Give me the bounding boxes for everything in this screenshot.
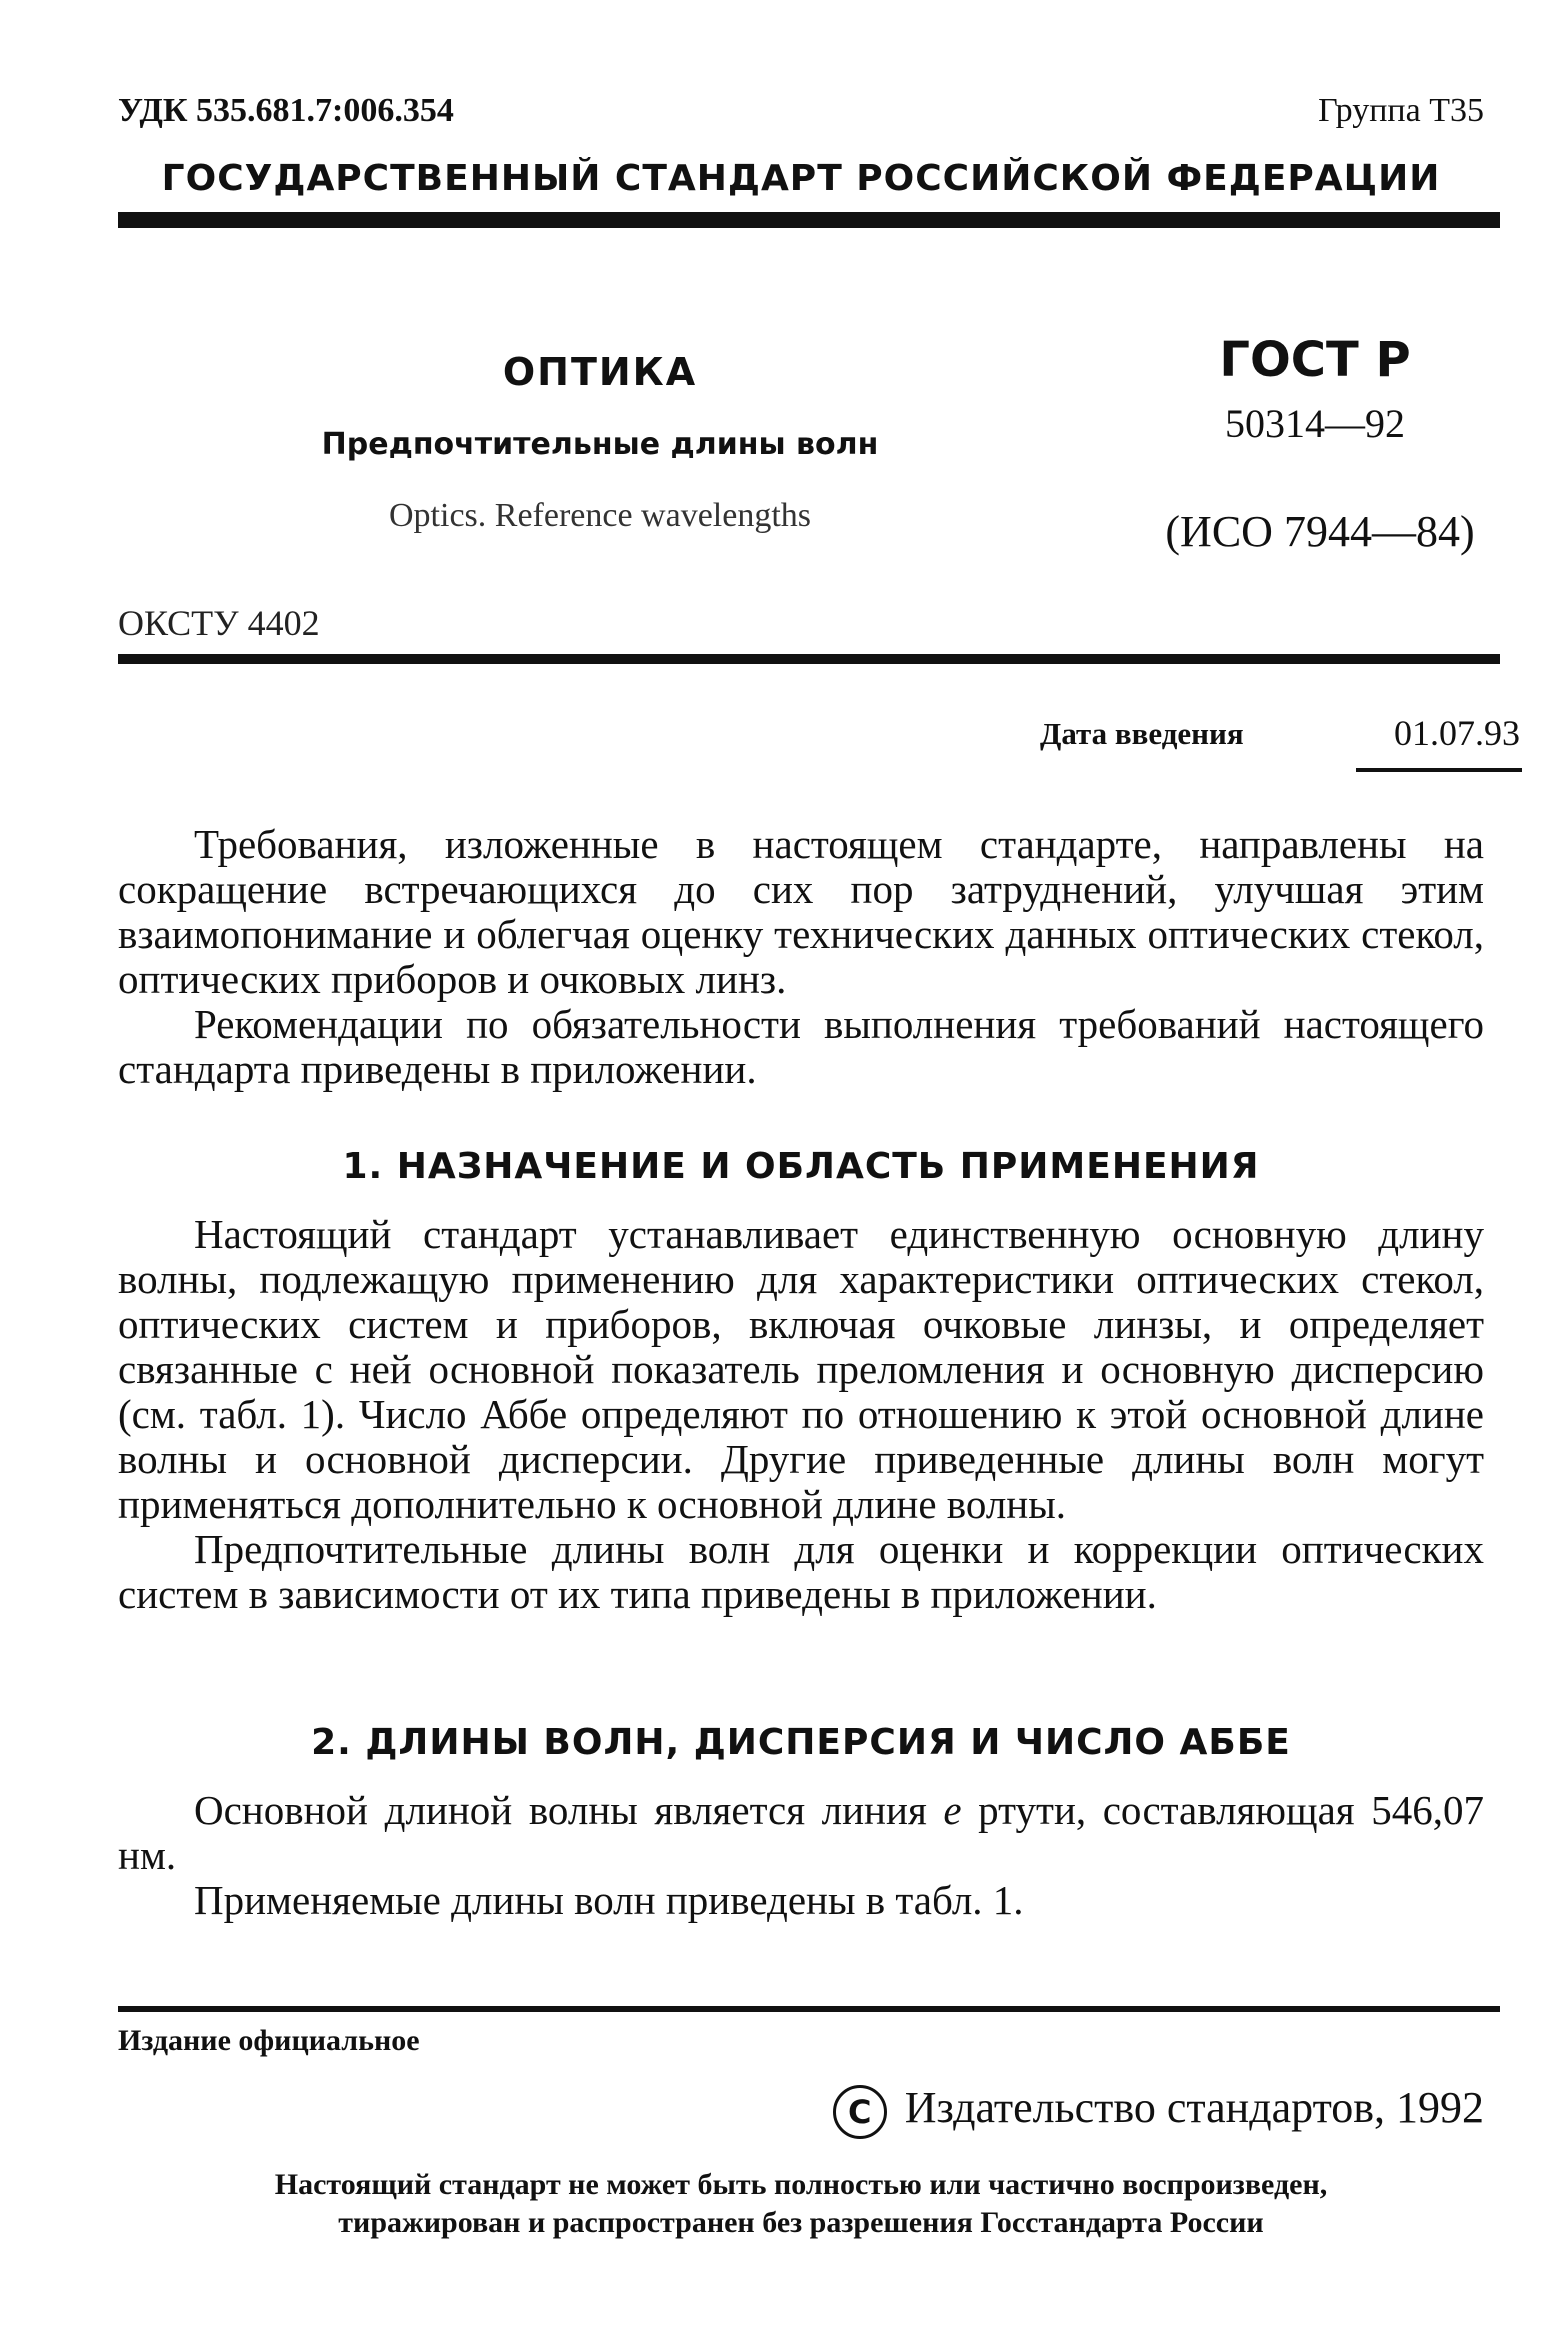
section-1-paragraph-2: Предпочтительные длины волн для оценки и коррекции оптических систем в зависимости от их типа приведены в приложении.	[118, 1526, 1484, 1617]
intro-paragraph-2: Рекомендации по обязательности выполнения требований настоящего стандарта приведены в приложении.	[118, 1001, 1484, 1092]
section-1-heading: 1. НАЗНАЧЕНИЕ И ОБЛАСТЬ ПРИМЕНЕНИЯ	[342, 1146, 1260, 1187]
copyright-icon: C	[833, 2085, 887, 2139]
copyright-line	[833, 2082, 1484, 2139]
section-2-heading: 2. ДЛИНЫ ВОЛН, ДИСПЕРСИЯ И ЧИСЛО АББЕ	[311, 1722, 1291, 1763]
notice-line-2: тиражирован и распространен без разрешения Госстандарта России	[338, 2206, 1264, 2239]
mercury-line-symbol: e	[943, 1787, 962, 1833]
document-title: ОПТИКА	[502, 350, 698, 394]
official-edition: Издание официальное	[118, 2024, 420, 2057]
section-2-paragraph-1	[118, 1788, 1484, 1878]
udk-code: УДК 535.681.7:006.354	[118, 92, 454, 129]
okstu-code: ОКСТУ 4402	[118, 603, 320, 643]
notice-line-1: Настоящий стандарт не может быть полностью или частично воспроизведен,	[274, 2168, 1328, 2201]
group-code: Группа Т35	[1318, 92, 1484, 129]
intro-date-label: Дата введения	[1040, 716, 1244, 751]
header-rule	[118, 212, 1500, 228]
intro-date-value: 01.07.93	[1394, 713, 1520, 753]
intro-paragraph-1: Требования, изложенные в настоящем стандарте, направлены на сокращение встречающихся до сих пор затруднений, улучшая этим взаимопонимание и облегчая оценку технических данных оптических стекол, оптических приборов и очковых линз.	[118, 821, 1484, 1002]
section-1-text	[118, 1212, 1484, 1617]
section-2-paragraph-2: Применяемые длины волн приведены в табл. 1.	[194, 1877, 1024, 1923]
english-title: Optics. Reference wavelengths	[389, 497, 811, 534]
intro-text	[118, 822, 1484, 1092]
section-2-p1-start: Основной длиной волны является линия	[194, 1787, 944, 1833]
footer-rule	[118, 2006, 1500, 2012]
section-2-p1-end: ртути, составляющая 546,07 нм.	[118, 1787, 1484, 1878]
state-standard-title: ГОСУДАРСТВЕННЫЙ СТАНДАРТ РОССИЙСКОЙ ФЕДЕРАЦИИ	[161, 158, 1441, 199]
title-block-rule	[118, 654, 1500, 664]
section-1-paragraph-1: Настоящий стандарт устанавливает единственную основную длину волны, подлежащую применению для характеристики оптических стекол, оптических систем и приборов, включая очковые линзы, и определяет связанные с ней основной показатель преломления и основную дисперсию (см. табл. 1). Число Аббе определяют по отношению к этой основной длине волны и основной дисперсии. Другие приведенные длины волн могут применяться дополнительно к основной длине волны.	[118, 1211, 1484, 1527]
intro-date-underline	[1356, 768, 1522, 772]
reproduction-notice	[118, 2166, 1484, 2242]
gost-label: ГОСТ Р	[1219, 332, 1411, 388]
section-2-text	[118, 1788, 1484, 1923]
iso-reference: (ИСО 7944—84)	[1165, 507, 1475, 556]
document-subtitle: Предпочтительные длины волн	[321, 427, 879, 462]
publisher: Издательство стандартов, 1992	[904, 2083, 1484, 2132]
gost-number: 50314—92	[1225, 401, 1405, 446]
